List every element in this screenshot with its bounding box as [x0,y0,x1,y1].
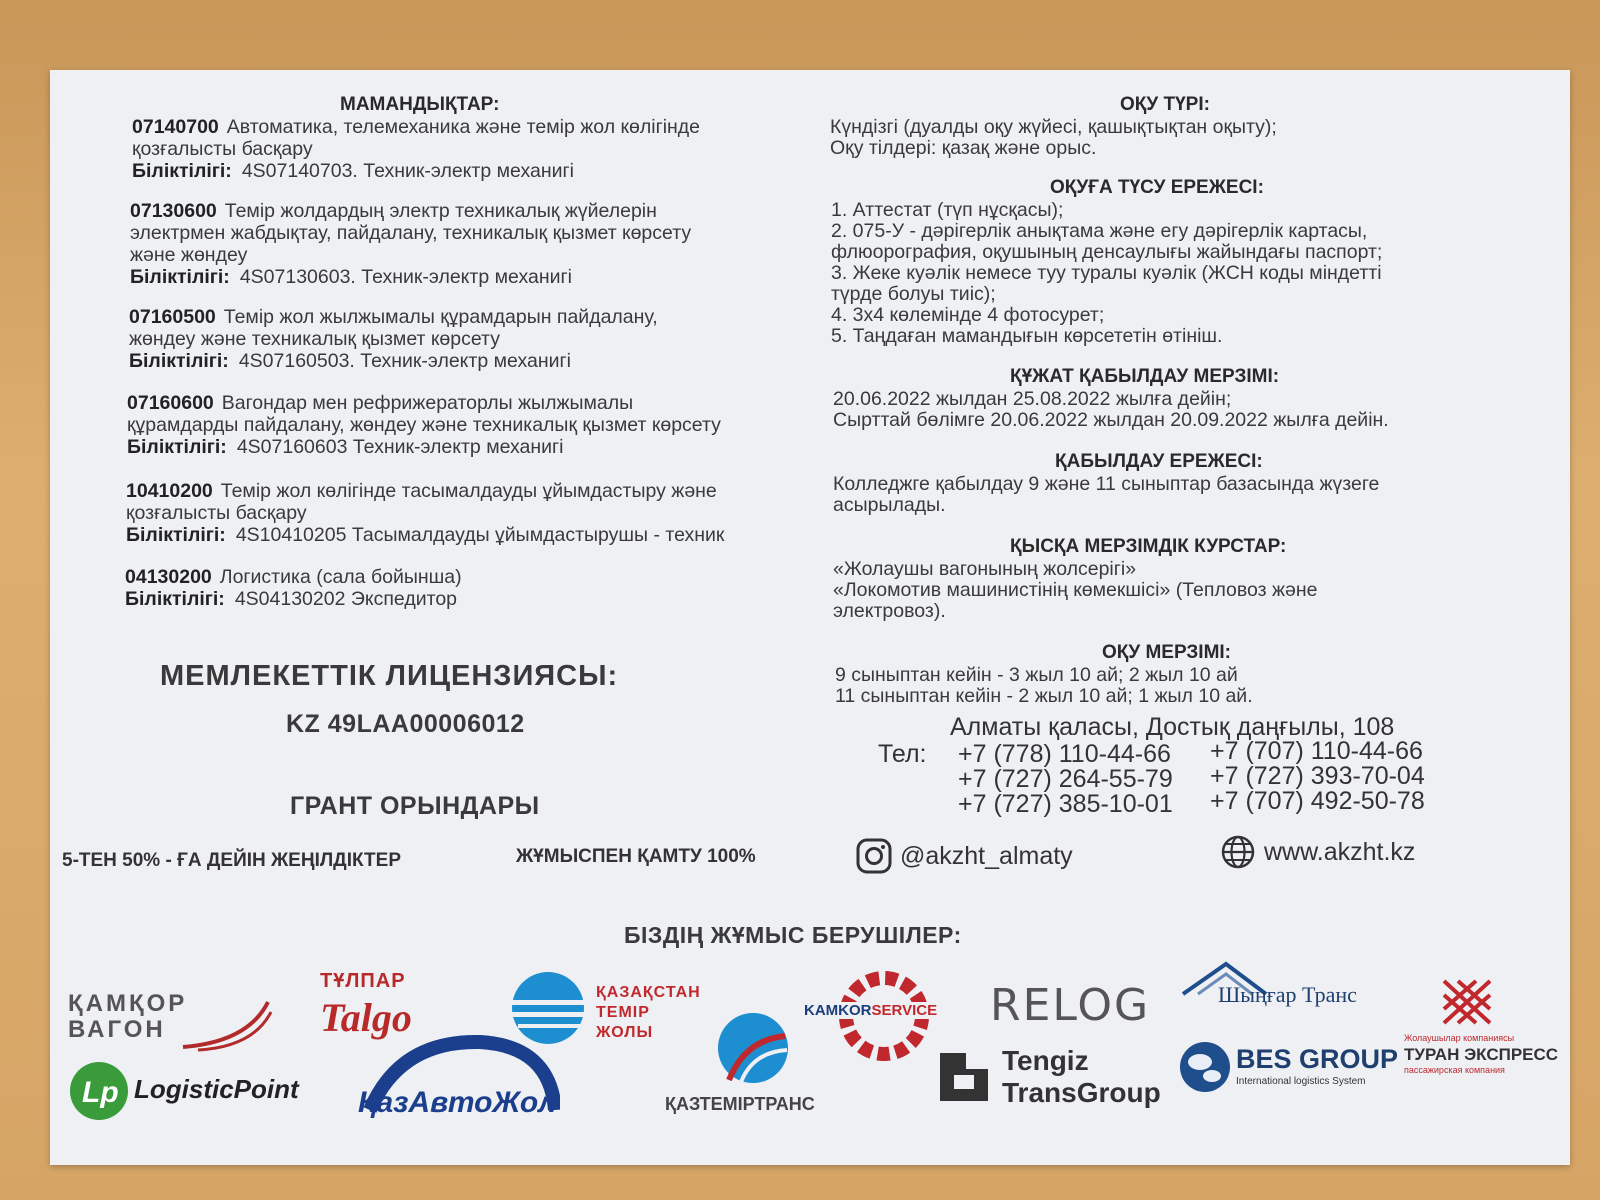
qualification-label: Біліктілігі: [132,160,232,182]
qualification-label: Біліктілігі: [129,350,229,372]
kamkor-wagon-logo [68,990,268,1050]
logo-text: ЖОЛЫ [596,1024,654,1041]
courses-line: «Локомотив машинистінің көмекшісі» (Тепловоз және [833,579,1318,601]
specialty-code: 07130600 [130,200,217,222]
specialty-code: 10410200 [126,480,213,502]
specialty-1 [132,116,852,182]
documents-line: 20.06.2022 жылдан 25.08.2022 жылға дейін; [833,388,1232,410]
qualification-label: Біліктілігі: [126,524,226,546]
specialty-5 [126,480,846,546]
specialty-name-cont: электрмен жабдықтау, пайдалану, техникалық қызмет көрсету [130,222,692,244]
bes-group-logo [1178,1040,1398,1100]
qualification-label: Біліктілігі: [125,588,225,610]
logo-text: International logistics System [1236,1076,1366,1087]
tel-label: Тел: [878,740,927,768]
documents-line: Сырттай бөлімге 20.06.2022 жылдан 20.09.2022 жылға дейін. [833,409,1389,431]
specialty-code: 04130200 [125,566,212,588]
kaztemirtrans-logo [665,1010,855,1120]
documents-heading: ҚҰЖАТ ҚАБЫЛДАУ МЕРЗІМІ: [1010,366,1280,387]
qualification-value: 4S04130202 Экспедитор [234,588,458,610]
specialty-name: Темір жол көлігінде тасымалдауды ұйымдастыру және [220,480,717,502]
admission-rule-line: флюорография, оқушының денсаулығы жайындағы паспорт; [831,241,1383,263]
specialty-name-cont: және жөндеу [130,244,248,266]
admission-rules-heading: ОҚУҒА ТҮСУ ЕРЕЖЕСІ: [1050,177,1264,198]
logo-text: Шыңғар Транс [1218,982,1357,1007]
logo-text: ҚазАвтоЖол [358,1086,557,1119]
qualification-label: Біліктілігі: [130,266,230,288]
specialty-name: Вагондар мен рефрижераторлы жылжымалы [221,392,634,414]
specialty-name-cont: жөндеу және техникалық қызмет көрсету [129,328,500,350]
license-title: МЕМЛЕКЕТТІК ЛИЦЕНЗИЯСЫ: [160,660,619,692]
specialty-name: Темір жолдардың электр техникалық жүйелерін [224,200,657,222]
study-type-line-2: Оқу тілдері: қазақ және орыс. [830,137,1097,159]
logo-text: LogisticPoint [134,1074,299,1104]
svg-text:Lp: Lp [82,1076,119,1109]
globe-icon [1220,834,1256,870]
logo-text: ТҰЛПАР [320,970,406,992]
phone-link[interactable]: +7 (778) 110-44-66 [958,740,1171,768]
logo-text: ТЕМІР [596,1004,650,1021]
address: Алматы қаласы, Достық даңғылы, 108 [950,713,1395,741]
logo-text: ВАГОН [68,1016,166,1043]
phone-link[interactable]: +7 (727) 264-55-79 [958,765,1173,793]
turan-express-logo [1402,975,1559,1085]
specialty-name-cont: қозғалысты басқару [132,138,313,160]
courses-heading: ҚЫСҚА МЕРЗІМДІК КУРСТАР: [1010,536,1287,557]
logo-text: ТУРАН ЭКСПРЕСС [1404,1045,1559,1064]
specialty-name: Темір жол жылжымалы құрамдарын пайдалану, [223,306,658,328]
logo-text: ҚАЗАҚСТАН [596,984,701,1001]
admission-rule-line: түрде болуы тиіс); [831,283,996,305]
qualification-value: 4S10410205 Тасымалдауды ұйымдастырушы - техник [235,524,725,546]
qualification-value: 4S07160503. Техник-электр механигі [238,350,571,372]
logo-text: KAMKOR [804,1002,872,1019]
admission-rule-line: 4. 3х4 көлемінде 4 фотосурет; [831,304,1105,326]
admission-rule-line: 3. Жеке куәлік немесе туу туралы куәлік (ЖСН коды міндетті [831,262,1382,284]
specialty-name-cont: қозғалысты басқару [126,502,307,524]
tengiz-transgroup-logo [936,1045,1166,1115]
specialty-code: 07160500 [129,306,216,328]
specialty-name-cont: құрамдарды пайдалану, жөндеу және техникалық қызмет көрсету [127,414,721,436]
employment-text: ЖҰМЫСПЕН ҚАМТУ 100% [516,846,756,867]
study-type-line-1: Күндізгі (дуалды оқу жүйесі, қашықтықтан оқыту); [830,116,1277,138]
relog-logo: RELOG [990,980,1151,1031]
flyer-sheet [50,70,1570,1165]
qualification-value: 4S07160603 Техник-электр механигі [236,436,564,458]
phone-link[interactable]: +7 (727) 385-10-01 [958,790,1173,818]
employers-heading: БІЗДІҢ ЖҰМЫС БЕРУШІЛЕР: [624,922,962,948]
specialty-name: Автоматика, телемеханика және темір жол көлігінде [226,116,701,138]
logo-text: Tengiz [1002,1045,1089,1076]
logo-text: Talgo [320,995,412,1040]
shyngar-trans-logo [1178,960,1388,1020]
specialty-2 [130,200,850,288]
specialty-name: Логистика (сала бойынша) [219,566,462,588]
phone-link[interactable]: +7 (707) 492-50-78 [1210,787,1425,815]
study-type-heading: ОҚУ ТҮРІ: [1120,94,1210,115]
logo-text: TransGroup [1002,1077,1161,1108]
qualification-value: 4S07130603. Техник-электр механигі [239,266,572,288]
instagram-icon [856,838,892,874]
logo-text: ҚАЗТЕМІРТРАНС [665,1094,815,1114]
reception-line: Колледжге қабылдау 9 және 11 сыныптар базасында жүзеге [833,473,1380,495]
logo-text: Жолаушылар компаниясы [1404,1033,1515,1043]
phone-link[interactable]: +7 (727) 393-70-04 [1210,762,1425,790]
license-number: KZ 49LAA00006012 [286,710,525,738]
logo-text: ҚАМҚОР [68,990,188,1017]
kazavtozhol-logo [350,1030,570,1140]
duration-line: 9 сыныптан кейін - 3 жыл 10 ай; 2 жыл 10 ай [835,664,1238,686]
qualification-label: Біліктілігі: [127,436,227,458]
instagram-handle[interactable]: @akzht_almaty [900,842,1073,870]
logo-text: пассажирская компания [1404,1065,1505,1075]
logo-text: SERVICE [871,1002,938,1019]
website-link[interactable]: www.akzht.kz [1264,838,1416,866]
duration-heading: ОҚУ МЕРЗІМІ: [1102,642,1232,663]
logistic-point-logo [68,1060,328,1124]
specialty-code: 07160600 [127,392,214,414]
qualification-value: 4S07140703. Техник-электр механигі [241,160,574,182]
discount-text: 5-ТЕН 50% - ҒА ДЕЙІН ЖЕҢІЛДІКТЕР [62,850,402,871]
admission-rule-line: 1. Аттестат (түп нұсқасы); [831,199,1064,221]
grant-title: ГРАНТ ОРЫНДАРЫ [290,792,540,820]
specialty-code: 07140700 [132,116,219,138]
admission-rule-line: 2. 075-У - дәрігерлік анықтама және егу дәрігерлік картасы, [831,220,1368,242]
specialty-4 [127,392,847,458]
admission-rule-line: 5. Таңдаған мамандығын көрсететін өтініш. [831,325,1223,347]
courses-line: электровоз). [833,600,946,622]
duration-line: 11 сыныптан кейін - 2 жыл 10 ай; 1 жыл 10 ай. [835,685,1253,707]
specialty-3 [129,306,849,372]
specialties-heading: МАМАНДЫҚТАР: [340,94,500,115]
reception-line: асырылады. [833,494,946,516]
phone-link[interactable]: +7 (707) 110-44-66 [1210,737,1423,765]
reception-heading: ҚАБЫЛДАУ ЕРЕЖЕСІ: [1055,451,1263,472]
courses-line: «Жолаушы вагонының жолсерігі» [833,558,1137,580]
logo-text: BES GROUP [1236,1044,1399,1074]
specialty-6 [125,566,845,610]
